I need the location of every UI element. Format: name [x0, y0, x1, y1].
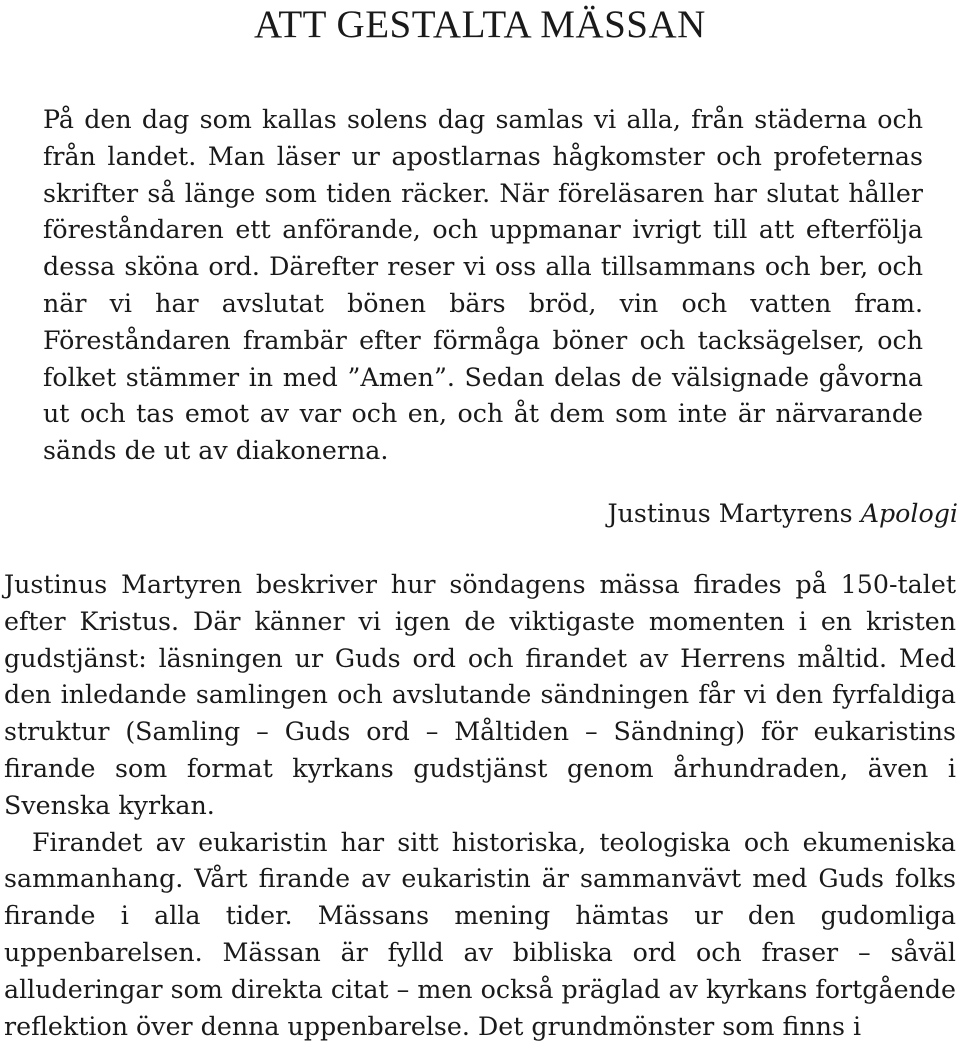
quote-attribution — [608, 496, 959, 533]
attribution-work: Apologi — [860, 499, 958, 528]
page-title: ATT GESTALTA MÄSSAN — [254, 3, 706, 46]
body-text — [4, 567, 956, 1045]
block-quote: På den dag som kallas solens dag samlas vi alla, från städerna och från landet. Man läser ur apostlarnas hågkomster och profeternas skrifter så länge som tiden räcker. När föreläsaren har slutat håller föreståndaren ett anförande, och uppmanar ivrigt till att efterfölja dessa sköna ord. Därefter reser vi oss alla tillsammans och ber, och när vi har avslutat bönen bärs bröd, vin och vatten fram. Föreståndaren frambär efter förmåga böner och tacksägelser, och folket stämmer in med ”Amen”. Sedan delas de välsignade gåvorna ut och tas emot av var och en, och åt dem som inte är närvarande sänds de ut av diakonerna. — [43, 105, 923, 466]
body-paragraph-1: Justinus Martyren beskriver hur söndagens mässa firades på 150-talet efter Kristus. Där känner vi igen de viktigaste momenten i en kristen gudstjänst: läsningen ur Guds ord och firandet av Herrens måltid. Med den inledande samlingen och avslutande sändningen får vi den fyrfaldiga struktur (Samling – Guds ord – Måltiden – Sändning) för eukaristins firande som format kyrkans gudstjänst genom århundraden, även i Svenska kyrkan. — [4, 570, 956, 820]
body-paragraph-2: Firandet av eukaristin har sitt historiska, teologiska och ekumeniska sammanhang. Vårt firande av eukaristin är sammanvävt med Guds folks firande i alla tider. Mässans mening hämtas ur den gudomliga uppenbarelsen. Mässan är fylld av bibliska ord och fraser – såväl alluderingar som direkta citat – men också präglad av kyrkans fortgående reflektion över denna uppenbarelse. Det grundmönster som finns i — [4, 827, 956, 1041]
attribution-author: Justinus Martyrens — [607, 499, 853, 528]
